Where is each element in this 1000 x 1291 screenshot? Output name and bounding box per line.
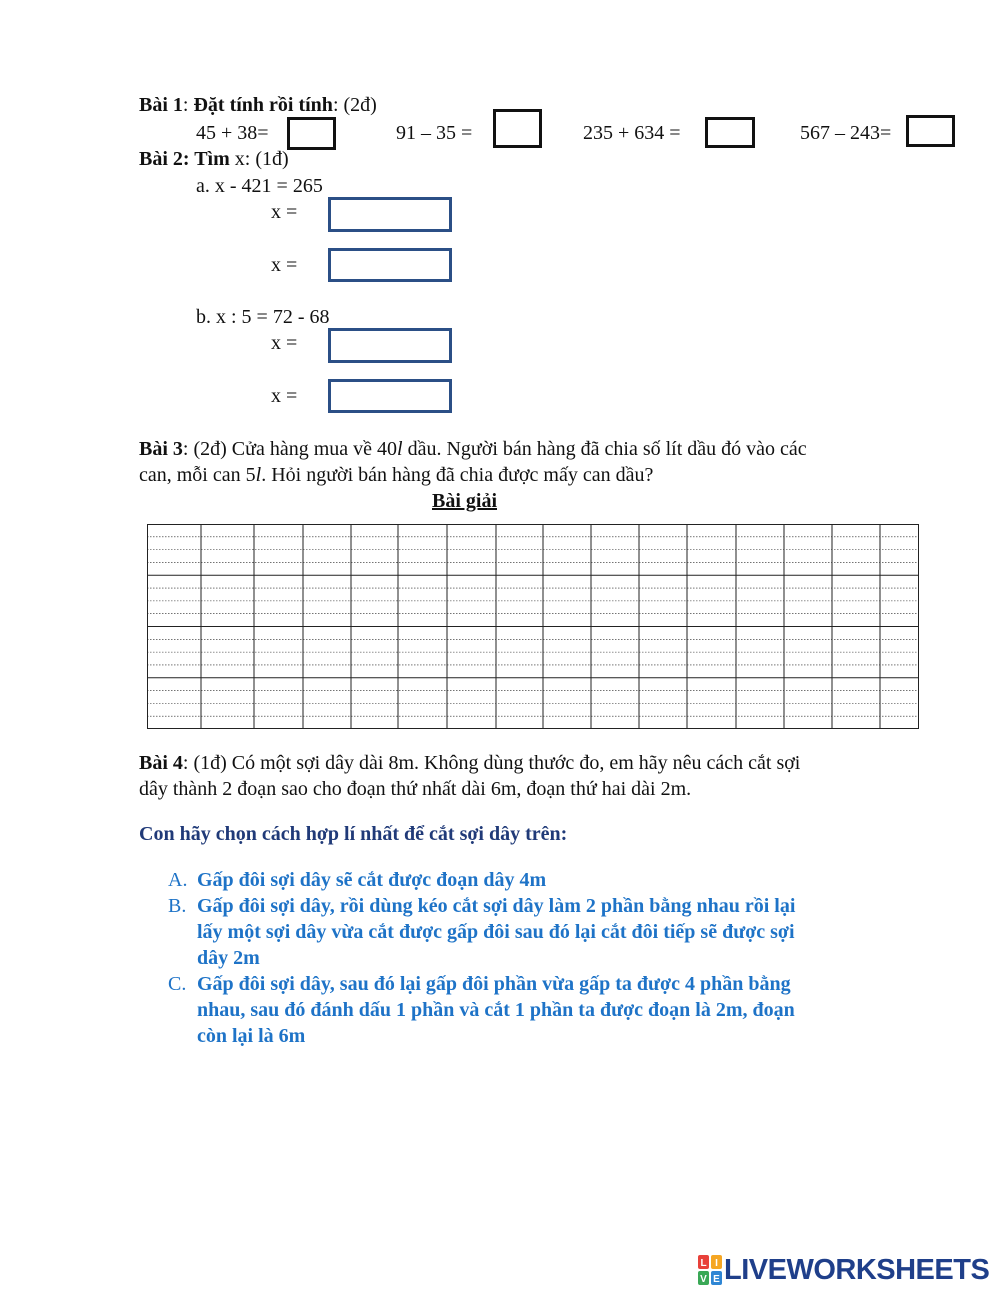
bai2-heading [139,147,289,171]
bai2-rest: x: (1đ) [229,148,289,170]
bai1-answer-box-3[interactable] [705,117,755,148]
bai4-line-1 [139,751,800,775]
option-c-line-2[interactable]: nhau, sau đó đánh dấu 1 phần và cắt 1 phần ta được đoạn là 2m, đoạn [197,999,795,1021]
bai1-label: Bài 1 [139,94,183,116]
bai3-text-2b: . Hỏi người bán hàng đã chia được mấy can dầu? [261,464,654,486]
bai1-points: : (2đ) [332,94,377,116]
bai1-heading [139,93,377,117]
bai1-colon: : [182,94,194,116]
bai3-label: Bài 3 [139,438,183,460]
option-c-letter[interactable]: C. [168,973,187,995]
bai2-a-input-2[interactable] [328,248,452,282]
bai3-text-2a: can, mỗi can 5 [139,464,256,486]
logo-letter-e: E [713,1274,720,1285]
bai2-a-x-label-1: x = [271,201,298,223]
bai2-a-input-1[interactable] [328,197,452,232]
option-b-line-1[interactable]: Gấp đôi sợi dây, rồi dùng kéo cắt sợi dây làm 2 phần bằng nhau rồi lại [197,895,796,917]
bai2-b-x-label-2: x = [271,385,298,407]
bai2-b-input-1[interactable] [328,328,452,363]
bai1-expr-4: 567 – 243= [800,122,892,144]
logo-letter-l: L [700,1258,707,1269]
bai2-label: Bài 2: [139,148,190,170]
option-c-line-3[interactable]: còn lại là 6m [197,1025,306,1047]
bai3-line-1 [139,437,807,461]
bai1-expr-1: 45 + 38= [196,122,269,144]
liveworksheets-wordmark: LIVEWORKSHEETS [724,1254,990,1286]
bai1-answer-box-4[interactable] [906,115,955,147]
bai3-unit-1: l [397,438,403,460]
bai4-label: Bài 4 [139,752,183,774]
option-a-line-1[interactable]: Gấp đôi sợi dây sẽ cắt được đoạn dây 4m [197,869,547,891]
bai2-title: Tìm [189,148,230,170]
option-b-line-2[interactable]: lấy một sợi dây vừa cắt được gấp đôi sau đó lại cắt đôi tiếp sẽ được sợi [197,921,795,943]
bai3-unit-2: l [255,464,262,486]
liveworksheets-logo-mark-icon [697,1253,723,1287]
logo-letter-i: I [715,1258,718,1269]
bai1-title: Đặt tính rồi tính [193,94,333,116]
bai3-text-1b: dầu. Người bán hàng đã chia số lít dầu đó vào các [402,438,807,460]
bai1-answer-box-1[interactable] [287,117,336,150]
solution-writing-grid[interactable] [147,524,919,729]
bai1-answer-box-2[interactable] [493,109,542,148]
bai2-b-equation: b. x : 5 = 72 - 68 [196,306,330,328]
option-a-letter[interactable]: A. [168,869,188,891]
option-b-letter[interactable]: B. [168,895,187,917]
bai3-solution-title: Bài giải [432,490,498,512]
option-b-line-3[interactable]: dây 2m [197,947,260,969]
bai2-a-equation: a. x - 421 = 265 [196,175,323,197]
bai2-a-x-label-2: x = [271,254,298,276]
bai4-line-2: dây thành 2 đoạn sao cho đoạn thứ nhất dài 6m, đoạn thứ hai dài 2m. [139,778,692,800]
bai4-question: Con hãy chọn cách hợp lí nhất để cắt sợi dây trên: [139,823,568,845]
bai1-expr-2: 91 – 35 = [396,122,473,144]
option-c-line-1[interactable]: Gấp đôi sợi dây, sau đó lại gấp đôi phần vừa gấp ta được 4 phần bằng [197,973,791,995]
bai3-line-2 [139,463,653,487]
bai3-text-1a: : (2đ) Cửa hàng mua về 40 [182,438,398,460]
bai2-b-input-2[interactable] [328,379,452,413]
bai4-text-1: : (1đ) Có một sợi dây dài 8m. Không dùng thước đo, em hãy nêu cách cắt sợi [182,752,801,774]
logo-letter-v: V [700,1274,707,1285]
bai1-expr-3: 235 + 634 = [583,122,681,144]
bai2-b-x-label-1: x = [271,332,298,354]
